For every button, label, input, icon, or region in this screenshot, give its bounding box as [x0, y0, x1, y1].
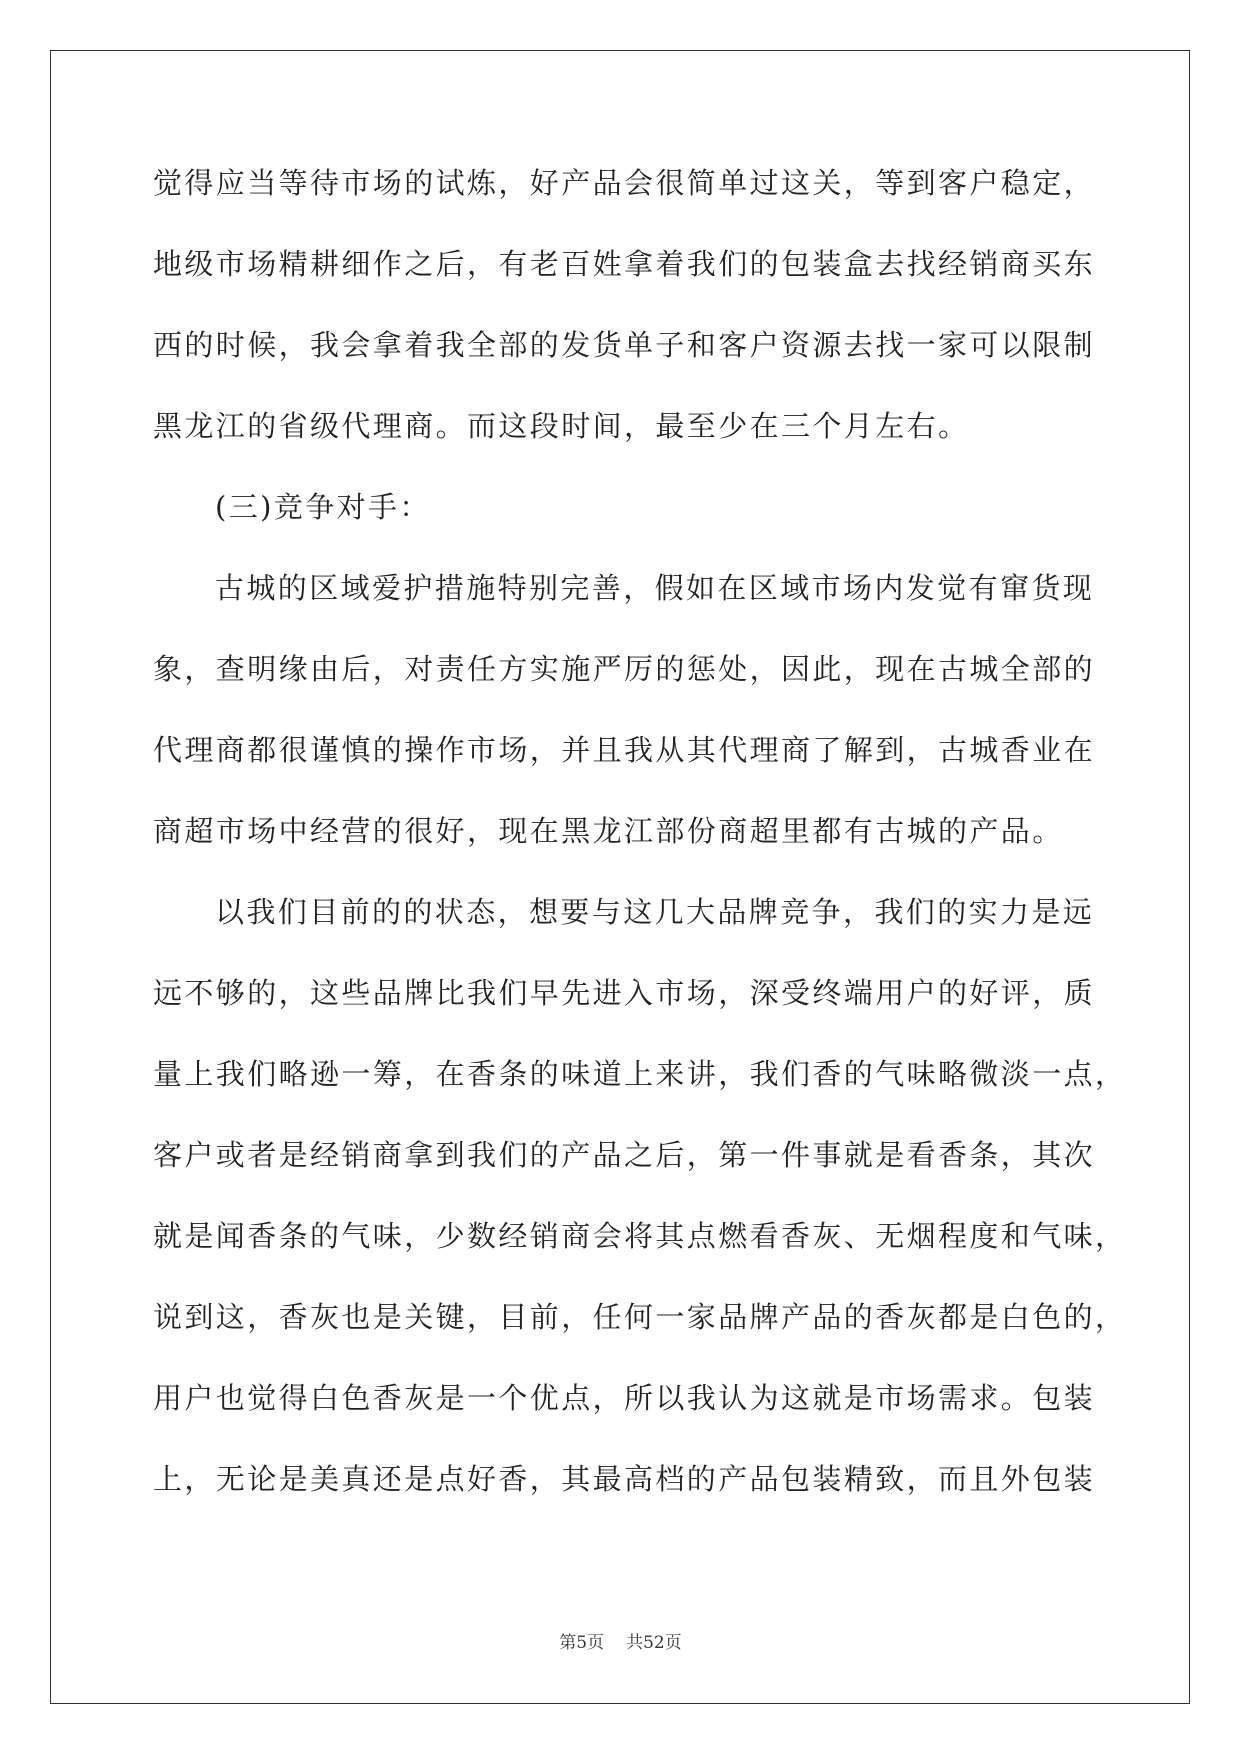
text-line: 黑龙江的省级代理商。而这段时间，最至少在三个月左右。 [153, 409, 970, 443]
text-line: 客户或者是经销商拿到我们的产品之后，第一件事就是看香条，其次 [153, 1138, 1096, 1172]
document-body [153, 163, 1127, 1540]
text-line: 西的时候，我会拿着我全部的发货单子和客户资源去找一家可以限制 [153, 328, 1096, 362]
text-line: 就是闻香条的气味，少数经销商会将其点燃看香灰、无烟程度和气味， [153, 1219, 1127, 1253]
text-line: 古城的区域爱护措施特别完善，假如在区域市场内发觉有窜货现 [215, 571, 1095, 605]
text-line: 商超市场中经营的很好，现在黑龙江部份商超里都有古城的产品。 [153, 814, 1064, 848]
text-line: 上，无论是美真还是点好香，其最高档的产品包装精致，而且外包装 [153, 1462, 1096, 1496]
text-line: 远不够的，这些品牌比我们早先进入市场，深受终端用户的好评，质 [153, 976, 1096, 1010]
text-line: 以我们目前的的状态，想要与这几大品牌竞争，我们的实力是远 [215, 895, 1095, 929]
text-line: 象，查明缘由后，对责任方实施严厉的惩处，因此，现在古城全部的 [153, 652, 1096, 686]
page-number: 第5页 [559, 1633, 605, 1653]
text-line: 地级市场精耕细作之后，有老百姓拿着我们的包装盒去找经销商买东 [153, 247, 1096, 281]
text-line: 用户也觉得白色香灰是一个优点，所以我认为这就是市场需求。包装 [153, 1381, 1096, 1415]
total-pages: 共52页 [626, 1633, 682, 1653]
text-line: 说到这，香灰也是关键，目前，任何一家品牌产品的香灰都是白色的， [153, 1300, 1127, 1334]
text-line: 觉得应当等待市场的试炼，好产品会很简单过这关，等到客户稳定， [153, 166, 1096, 200]
text-line: 量上我们略逊一筹，在香条的味道上来讲，我们香的气味略微淡一点， [153, 1057, 1127, 1091]
page-footer [0, 1628, 1241, 1653]
section-heading: (三)竞争对手： [215, 490, 431, 524]
text-line: 代理商都很谨慎的操作市场，并且我从其代理商了解到，古城香业在 [153, 733, 1096, 767]
